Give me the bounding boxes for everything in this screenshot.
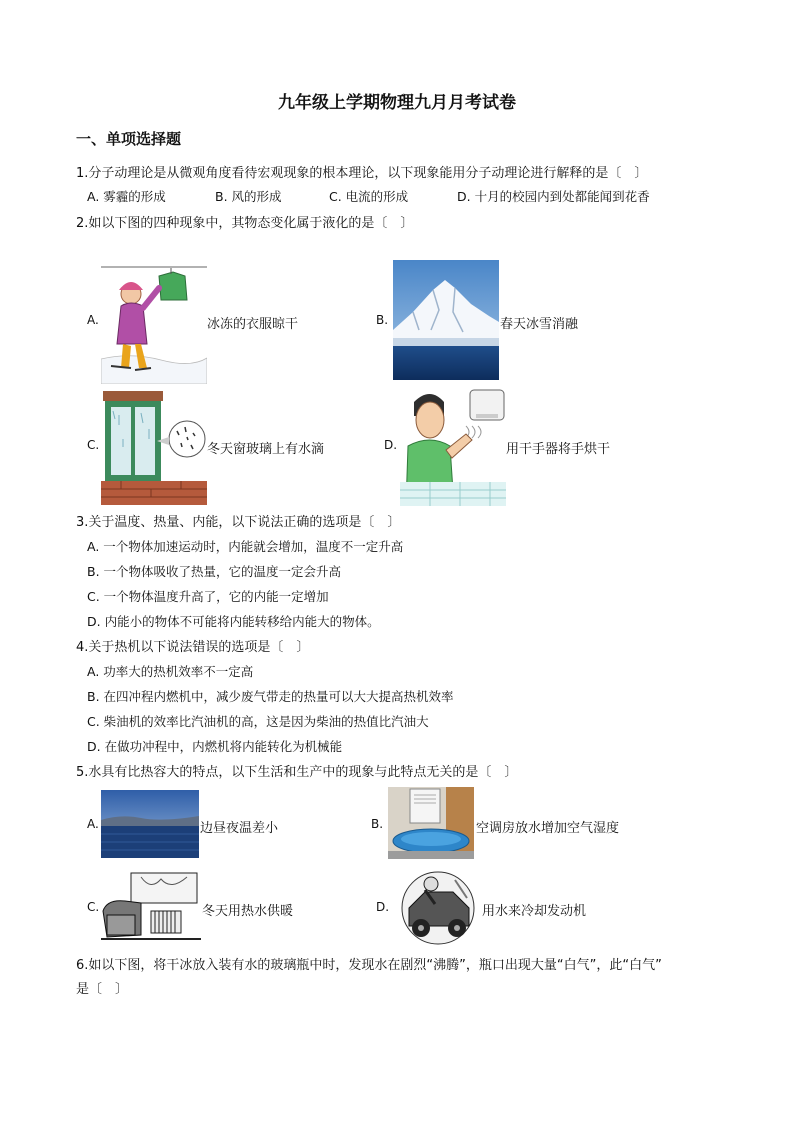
q5-option-d-label: D. [376,900,390,914]
hand-dryer-image [400,386,506,506]
window-water-drops-image [101,389,207,505]
q3-option-d: D. 内能小的物体不可能将内能转移给内能大的物体。 [87,614,380,629]
page-title: 九年级上学期物理九月月考试卷 [278,93,516,113]
question-6-stem-line2: 是〔 〕 [76,982,129,997]
q2-option-a-label: A. [87,313,99,327]
question-6-stem-line1: 6.如以下图，将干冰放入装有水的玻璃瓶中时，发现水在剧烈“沸腾”，瓶口出现大量“白气”，此“白气” [76,958,662,973]
q3-option-b: B. 一个物体吸收了热量，它的温度一定会升高 [87,564,342,579]
q2-option-d-label: D. [384,438,398,452]
q2-option-d-caption: 用干手器将手烘干 [506,442,611,457]
q3-option-a: A. 一个物体加速运动时，内能就会增加，温度不一定升高 [87,539,404,554]
question-5-stem: 5.水具有比热容大的特点，以下生活和生产中的现象与此特点无关的是〔 〕 [76,765,518,780]
q2-option-c-label: C. [87,438,100,452]
q2-option-b-label: B. [376,313,389,327]
q1-option-b: B. 风的形成 [215,189,282,204]
q1-option-c: C. 电流的形成 [329,189,409,204]
q5-option-a-label: A. [87,817,99,831]
section-heading: 一、单项选择题 [76,130,182,148]
engine-water-cooling-image [395,870,481,946]
q5-option-a-caption: 边昼夜温差小 [200,821,279,836]
q2-option-a-caption: 冰冻的衣服晾干 [207,317,299,332]
question-4-stem: 4.关于热机以下说法错误的选项是〔 〕 [76,640,310,655]
frozen-clothes-drying-image [101,264,207,384]
hot-water-heating-image [101,871,201,943]
q2-option-c-caption: 冬天窗玻璃上有水滴 [207,442,325,457]
snow-mountain-melting-image [393,260,499,380]
q1-option-d: D. 十月的校园内到处都能闻到花香 [457,189,650,204]
q4-option-c: C. 柴油机的效率比汽油机的高，这是因为柴油的热值比汽油大 [87,714,429,729]
question-1-stem: 1.分子动理论是从微观角度看待宏观现象的根本理论，以下现象能用分子动理论进行解释的是〔 〕 [76,166,648,181]
q1-option-a: A. 雾霾的形成 [87,189,166,204]
question-2-stem: 2.如以下图的四种现象中，其物态变化属于液化的是〔 〕 [76,216,414,231]
q5-option-b-caption: 空调房放水增加空气湿度 [476,821,620,836]
q3-option-c: C. 一个物体温度升高了，它的内能一定增加 [87,589,329,604]
q4-option-d: D. 在做功冲程中，内燃机将内能转化为机械能 [87,739,343,754]
ac-room-water-basin-image [388,787,474,859]
q4-option-a: A. 功率大的热机效率不一定高 [87,664,254,679]
q5-option-d-caption: 用水来冷却发动机 [482,904,587,919]
q5-option-c-caption: 冬天用热水供暖 [202,904,294,919]
q4-option-b: B. 在四冲程内燃机中，减少废气带走的热量可以大大提高热机效率 [87,689,454,704]
seaside-image [101,790,199,858]
q5-option-c-label: C. [87,900,100,914]
question-3-stem: 3.关于温度、热量、内能，以下说法正确的选项是〔 〕 [76,515,401,530]
q2-option-b-caption: 春天冰雪消融 [500,317,579,332]
q5-option-b-label: B. [371,817,384,831]
